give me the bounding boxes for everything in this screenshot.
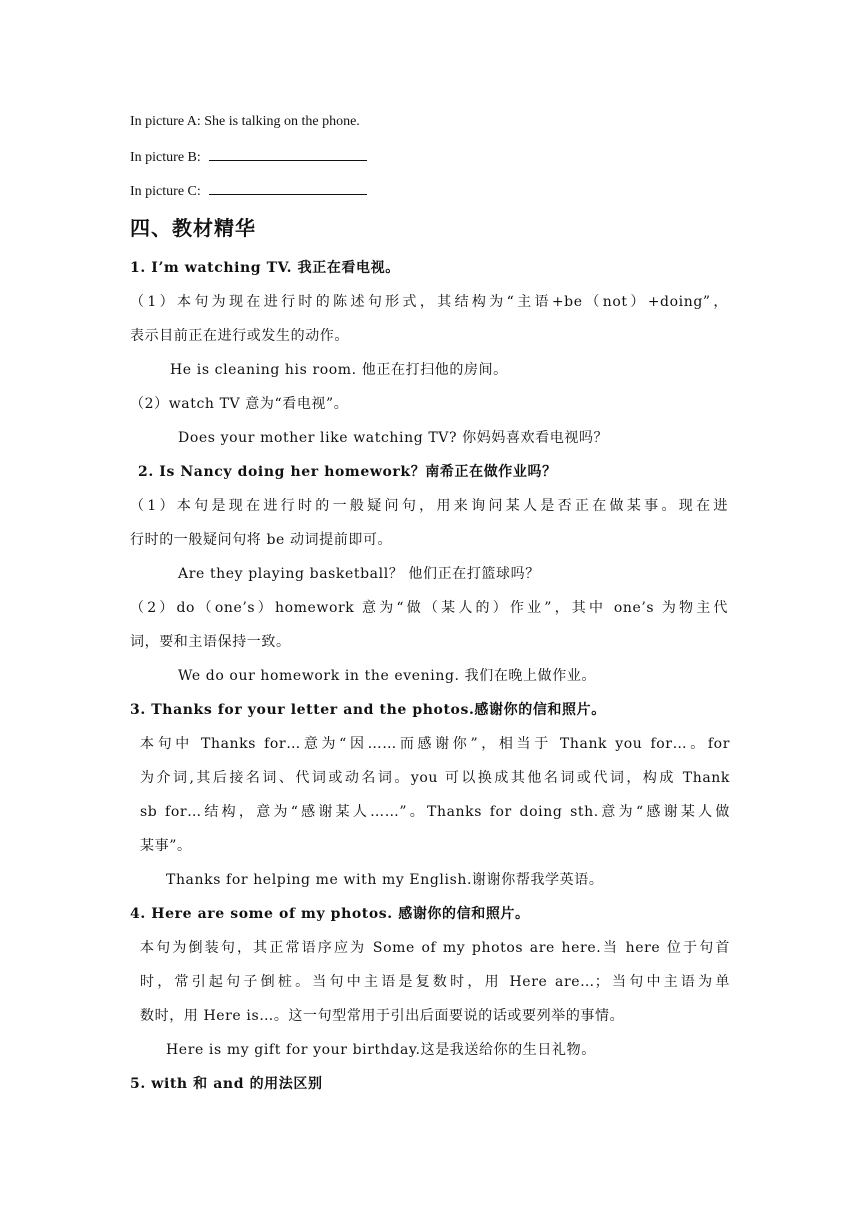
item-1-para-1-line-1: （1）本句为现在进行时的陈述句形式，其结构为“主语+be（not）+doing”， <box>130 294 728 310</box>
answer-blank-b[interactable] <box>209 146 367 161</box>
item-3-line-4: 某事”。 <box>140 838 192 854</box>
exercise-label-c: In picture C: <box>130 184 201 199</box>
item-1-para-1-line-2: 表示目前正在进行或发生的动作。 <box>130 328 349 344</box>
item-2-para-2-line-1: （2）do（one’s）homework 意为“做（某人的）作业”，其中 one’s 为物主代 <box>130 600 728 616</box>
item-4-line-3: 数时，用 Here is…。这一句型常用于引出后面要说的话或要列举的事情。 <box>140 1008 625 1024</box>
exercise-line-a: In picture A: She is talking on the phone. <box>130 114 360 129</box>
item-3-line-2: 为介词,其后接名词、代词或动名词。you 可以换成其他名词或代词，构成 Thank <box>140 770 730 786</box>
section-title: 四、教材精华 <box>130 216 256 240</box>
item-4-line-2: 时，常引起句子倒桩。当句中主语是复数时，用 Here are…；当句中主语为单 <box>140 974 730 990</box>
item-2-para-2-line-2: 词，要和主语保持一致。 <box>130 634 291 650</box>
item-5-heading: 5. with 和 and 的用法区别 <box>130 1076 323 1092</box>
exercise-label-b: In picture B: <box>130 150 201 165</box>
item-2-heading: 2. Is Nancy doing her homework？南希正在做作业吗？ <box>138 464 557 480</box>
exercise-line-c <box>130 180 367 202</box>
item-2-para-1-line-2: 行时的一般疑问句将 be 动词提前即可。 <box>130 532 393 548</box>
item-1-example-1: He is cleaning his room. 他正在打扫他的房间。 <box>170 362 508 378</box>
answer-blank-c[interactable] <box>209 180 367 195</box>
item-3-line-3: sb for…结构，意为“感谢某人……”。Thanks for doing sth.意为“感谢某人做 <box>140 804 730 820</box>
item-3-example: Thanks for helping me with my English.谢谢你帮我学英语。 <box>166 872 604 888</box>
item-1-para-2: （2）watch TV 意为“看电视”。 <box>130 396 349 412</box>
item-3-heading: 3. Thanks for your letter and the photos.感谢你的信和照片。 <box>130 702 606 718</box>
item-2-example-1: Are they playing basketball？ 他们正在打篮球吗？ <box>178 566 540 582</box>
item-4-example: Here is my gift for your birthday.这是我送给你的生日礼物。 <box>166 1042 596 1058</box>
item-1-heading: 1. I’m watching TV. 我正在看电视。 <box>130 260 400 276</box>
item-3-line-1: 本句中 Thanks for…意为“因……而感谢你”，相当于 Thank you for…。for <box>140 736 730 752</box>
item-1-example-2: Does your mother like watching TV? 你妈妈喜欢看电视吗？ <box>178 430 609 446</box>
item-2-para-1-line-1: （1）本句是现在进行时的一般疑问句，用来询问某人是否正在做某事。现在进 <box>130 498 728 514</box>
exercise-line-b <box>130 146 367 168</box>
item-4-heading: 4. Here are some of my photos. 感谢你的信和照片。 <box>130 906 530 922</box>
item-4-line-1: 本句为倒装句，其正常语序应为 Some of my photos are here.当 here 位于句首 <box>140 940 730 956</box>
item-2-example-2: We do our homework in the evening. 我们在晚上做作业。 <box>178 668 597 684</box>
